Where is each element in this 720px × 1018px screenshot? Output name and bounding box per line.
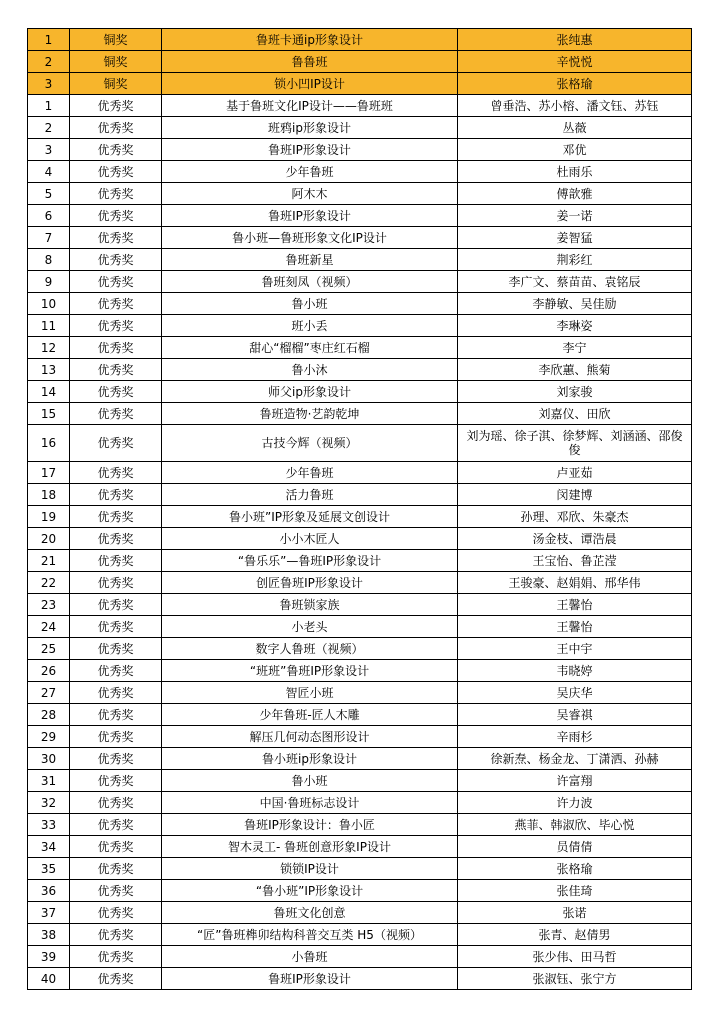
award-level-cell: 优秀奖 (70, 484, 162, 506)
award-level-cell: 优秀奖 (70, 946, 162, 968)
author-names-cell: 李宁 (458, 337, 692, 359)
table-row (28, 616, 692, 638)
row-number-cell: 7 (28, 227, 70, 249)
table-row (28, 425, 692, 462)
author-names-cell: 辛雨杉 (458, 726, 692, 748)
author-names-cell: 王中宇 (458, 638, 692, 660)
work-title-cell: 鲁班IP形象设计 (162, 205, 458, 227)
row-number-cell: 1 (28, 29, 70, 51)
author-names-cell: 曾垂浩、苏小榕、潘文钰、苏钰 (458, 95, 692, 117)
award-level-cell: 优秀奖 (70, 638, 162, 660)
author-names-cell: 闵建博 (458, 484, 692, 506)
table-row (28, 770, 692, 792)
table-row (28, 704, 692, 726)
award-level-cell: 优秀奖 (70, 183, 162, 205)
work-title-cell: 鲁鲁班 (162, 51, 458, 73)
work-title-cell: 鲁班IP形象设计 (162, 139, 458, 161)
author-names-cell: 张佳琦 (458, 880, 692, 902)
table-row (28, 528, 692, 550)
work-title-cell: 鲁小班ip形象设计 (162, 748, 458, 770)
table-row (28, 403, 692, 425)
row-number-cell: 2 (28, 117, 70, 139)
award-level-cell: 优秀奖 (70, 227, 162, 249)
work-title-cell: “鲁小班”IP形象设计 (162, 880, 458, 902)
work-title-cell: 少年鲁班-匠人木雕 (162, 704, 458, 726)
author-names-cell: 王馨怡 (458, 616, 692, 638)
author-names-cell: 汤金枝、谭浩晨 (458, 528, 692, 550)
work-title-cell: 班鸦ip形象设计 (162, 117, 458, 139)
author-names-cell: 李广文、蔡苗苗、袁铭辰 (458, 271, 692, 293)
work-title-cell: 鲁小班 (162, 293, 458, 315)
work-title-cell: 活力鲁班 (162, 484, 458, 506)
table-row (28, 139, 692, 161)
work-title-cell: 中国·鲁班标志设计 (162, 792, 458, 814)
work-title-cell: 鲁小班 (162, 770, 458, 792)
award-level-cell: 优秀奖 (70, 924, 162, 946)
table-row (28, 271, 692, 293)
author-names-cell: 杜雨乐 (458, 161, 692, 183)
table-row (28, 638, 692, 660)
work-title-cell: 甜心“榴榴”枣庄红石榴 (162, 337, 458, 359)
table-row (28, 924, 692, 946)
table-row (28, 205, 692, 227)
award-level-cell: 优秀奖 (70, 726, 162, 748)
row-number-cell: 19 (28, 506, 70, 528)
author-names-cell: 李琳姿 (458, 315, 692, 337)
author-names-cell: 员倩倩 (458, 836, 692, 858)
table-row (28, 968, 692, 990)
row-number-cell: 2 (28, 51, 70, 73)
row-number-cell: 33 (28, 814, 70, 836)
table-row (28, 506, 692, 528)
author-names-cell: 徐新焘、杨金龙、丁潇洒、孙赫 (458, 748, 692, 770)
award-level-cell: 优秀奖 (70, 139, 162, 161)
award-level-cell: 优秀奖 (70, 293, 162, 315)
author-names-cell: 王馨怡 (458, 594, 692, 616)
award-level-cell: 优秀奖 (70, 403, 162, 425)
award-level-cell: 优秀奖 (70, 770, 162, 792)
author-names-cell: 许富翔 (458, 770, 692, 792)
table-row (28, 484, 692, 506)
award-level-cell: 优秀奖 (70, 704, 162, 726)
award-table (27, 28, 692, 990)
author-names-cell: 李静敏、吴佳励 (458, 293, 692, 315)
work-title-cell: 鲁班刻凤（视频） (162, 271, 458, 293)
work-title-cell: “班班”鲁班IP形象设计 (162, 660, 458, 682)
row-number-cell: 25 (28, 638, 70, 660)
table-row (28, 902, 692, 924)
table-row (28, 381, 692, 403)
table-row (28, 572, 692, 594)
award-level-cell: 优秀奖 (70, 425, 162, 462)
work-title-cell: 古技今辉（视频） (162, 425, 458, 462)
work-title-cell: 小鲁班 (162, 946, 458, 968)
table-row (28, 858, 692, 880)
row-number-cell: 8 (28, 249, 70, 271)
table-row (28, 227, 692, 249)
work-title-cell: 班小丢 (162, 315, 458, 337)
author-names-cell: 刘嘉仪、田欣 (458, 403, 692, 425)
award-level-cell: 铜奖 (70, 73, 162, 95)
work-title-cell: 鲁小沐 (162, 359, 458, 381)
row-number-cell: 6 (28, 205, 70, 227)
row-number-cell: 34 (28, 836, 70, 858)
row-number-cell: 21 (28, 550, 70, 572)
award-level-cell: 优秀奖 (70, 271, 162, 293)
work-title-cell: “匠”鲁班榫卯结构科普交互类 H5（视频） (162, 924, 458, 946)
work-title-cell: 鲁班锁家族 (162, 594, 458, 616)
author-names-cell: 吴睿祺 (458, 704, 692, 726)
award-level-cell: 优秀奖 (70, 594, 162, 616)
author-names-cell: 姜智猛 (458, 227, 692, 249)
award-level-cell: 优秀奖 (70, 814, 162, 836)
author-names-cell: 刘为瑶、徐子淇、徐梦辉、刘涵涵、邵俊俊 (458, 425, 692, 462)
author-names-cell: 燕菲、韩淑欣、毕心悦 (458, 814, 692, 836)
work-title-cell: 锁锁IP设计 (162, 858, 458, 880)
award-level-cell: 优秀奖 (70, 315, 162, 337)
table-row (28, 117, 692, 139)
award-level-cell: 优秀奖 (70, 528, 162, 550)
row-number-cell: 23 (28, 594, 70, 616)
row-number-cell: 38 (28, 924, 70, 946)
row-number-cell: 35 (28, 858, 70, 880)
work-title-cell: 解压几何动态图形设计 (162, 726, 458, 748)
award-level-cell: 优秀奖 (70, 660, 162, 682)
table-row (28, 792, 692, 814)
table-row (28, 359, 692, 381)
award-level-cell: 优秀奖 (70, 880, 162, 902)
table-row (28, 95, 692, 117)
table-row (28, 315, 692, 337)
work-title-cell: 少年鲁班 (162, 462, 458, 484)
row-number-cell: 10 (28, 293, 70, 315)
author-names-cell: 张纯惠 (458, 29, 692, 51)
row-number-cell: 32 (28, 792, 70, 814)
work-title-cell: 鲁班造物·艺韵乾坤 (162, 403, 458, 425)
work-title-cell: 创匠鲁班IP形象设计 (162, 572, 458, 594)
award-level-cell: 优秀奖 (70, 968, 162, 990)
work-title-cell: 师父ip形象设计 (162, 381, 458, 403)
award-level-cell: 优秀奖 (70, 858, 162, 880)
author-names-cell: 张少伟、田马哲 (458, 946, 692, 968)
award-level-cell: 优秀奖 (70, 117, 162, 139)
work-title-cell: 少年鲁班 (162, 161, 458, 183)
table-row (28, 660, 692, 682)
work-title-cell: 鲁班IP形象设计 (162, 968, 458, 990)
award-level-cell: 优秀奖 (70, 249, 162, 271)
table-row (28, 880, 692, 902)
award-level-cell: 优秀奖 (70, 161, 162, 183)
award-level-cell: 优秀奖 (70, 205, 162, 227)
table-row (28, 462, 692, 484)
work-title-cell: 智木灵工- 鲁班创意形象IP设计 (162, 836, 458, 858)
row-number-cell: 16 (28, 425, 70, 462)
award-level-cell: 铜奖 (70, 29, 162, 51)
author-names-cell: 荆彩红 (458, 249, 692, 271)
author-names-cell: 卢亚茹 (458, 462, 692, 484)
table-row (28, 183, 692, 205)
table-row (28, 29, 692, 51)
row-number-cell: 15 (28, 403, 70, 425)
author-names-cell: 姜一诺 (458, 205, 692, 227)
row-number-cell: 18 (28, 484, 70, 506)
work-title-cell: 小老头 (162, 616, 458, 638)
row-number-cell: 22 (28, 572, 70, 594)
award-level-cell: 优秀奖 (70, 359, 162, 381)
work-title-cell: 数字人鲁班（视频） (162, 638, 458, 660)
table-row (28, 748, 692, 770)
author-names-cell: 刘家骏 (458, 381, 692, 403)
award-level-cell: 优秀奖 (70, 682, 162, 704)
row-number-cell: 28 (28, 704, 70, 726)
award-level-cell: 优秀奖 (70, 381, 162, 403)
author-names-cell: 邓优 (458, 139, 692, 161)
row-number-cell: 1 (28, 95, 70, 117)
table-row (28, 293, 692, 315)
award-level-cell: 铜奖 (70, 51, 162, 73)
work-title-cell: 小小木匠人 (162, 528, 458, 550)
work-title-cell: 锁小凹IP设计 (162, 73, 458, 95)
work-title-cell: 鲁班文化创意 (162, 902, 458, 924)
row-number-cell: 11 (28, 315, 70, 337)
row-number-cell: 20 (28, 528, 70, 550)
table-row (28, 550, 692, 572)
row-number-cell: 14 (28, 381, 70, 403)
author-names-cell: 吴庆华 (458, 682, 692, 704)
row-number-cell: 39 (28, 946, 70, 968)
work-title-cell: 智匠小班 (162, 682, 458, 704)
work-title-cell: 鲁小班—鲁班形象文化IP设计 (162, 227, 458, 249)
author-names-cell: 王宝怡、鲁芷滢 (458, 550, 692, 572)
row-number-cell: 3 (28, 139, 70, 161)
work-title-cell: 阿木木 (162, 183, 458, 205)
table-row (28, 594, 692, 616)
row-number-cell: 4 (28, 161, 70, 183)
row-number-cell: 3 (28, 73, 70, 95)
row-number-cell: 31 (28, 770, 70, 792)
award-level-cell: 优秀奖 (70, 792, 162, 814)
award-level-cell: 优秀奖 (70, 616, 162, 638)
author-names-cell: 张格瑜 (458, 858, 692, 880)
author-names-cell: 孙理、邓欣、朱豪杰 (458, 506, 692, 528)
author-names-cell: 许力波 (458, 792, 692, 814)
row-number-cell: 13 (28, 359, 70, 381)
award-table-body (28, 29, 692, 990)
author-names-cell: 张格瑜 (458, 73, 692, 95)
work-title-cell: 鲁班新星 (162, 249, 458, 271)
row-number-cell: 37 (28, 902, 70, 924)
table-row (28, 161, 692, 183)
author-names-cell: 张淑钰、张宁方 (458, 968, 692, 990)
row-number-cell: 30 (28, 748, 70, 770)
row-number-cell: 12 (28, 337, 70, 359)
author-names-cell: 丛薇 (458, 117, 692, 139)
award-level-cell: 优秀奖 (70, 550, 162, 572)
table-row (28, 946, 692, 968)
author-names-cell: 辛悦悦 (458, 51, 692, 73)
author-names-cell: 张青、赵倩男 (458, 924, 692, 946)
table-row (28, 337, 692, 359)
award-level-cell: 优秀奖 (70, 748, 162, 770)
table-row (28, 73, 692, 95)
work-title-cell: 鲁班IP形象设计：鲁小匠 (162, 814, 458, 836)
award-level-cell: 优秀奖 (70, 836, 162, 858)
work-title-cell: 鲁小班”IP形象及延展文创设计 (162, 506, 458, 528)
row-number-cell: 26 (28, 660, 70, 682)
row-number-cell: 40 (28, 968, 70, 990)
award-level-cell: 优秀奖 (70, 506, 162, 528)
row-number-cell: 29 (28, 726, 70, 748)
row-number-cell: 9 (28, 271, 70, 293)
table-row (28, 726, 692, 748)
award-level-cell: 优秀奖 (70, 572, 162, 594)
table-row (28, 51, 692, 73)
row-number-cell: 17 (28, 462, 70, 484)
row-number-cell: 24 (28, 616, 70, 638)
table-row (28, 814, 692, 836)
award-level-cell: 优秀奖 (70, 337, 162, 359)
work-title-cell: “鲁乐乐”—鲁班IP形象设计 (162, 550, 458, 572)
row-number-cell: 36 (28, 880, 70, 902)
award-level-cell: 优秀奖 (70, 462, 162, 484)
author-names-cell: 傅歆雅 (458, 183, 692, 205)
table-row (28, 682, 692, 704)
work-title-cell: 鲁班卡通ip形象设计 (162, 29, 458, 51)
author-names-cell: 王骏豪、赵娟娟、邢华伟 (458, 572, 692, 594)
table-row (28, 249, 692, 271)
work-title-cell: 基于鲁班文化IP设计——鲁班班 (162, 95, 458, 117)
table-row (28, 836, 692, 858)
author-names-cell: 李欣蕙、熊菊 (458, 359, 692, 381)
author-names-cell: 韦晓婷 (458, 660, 692, 682)
author-names-cell: 张诺 (458, 902, 692, 924)
award-level-cell: 优秀奖 (70, 902, 162, 924)
row-number-cell: 5 (28, 183, 70, 205)
award-level-cell: 优秀奖 (70, 95, 162, 117)
row-number-cell: 27 (28, 682, 70, 704)
